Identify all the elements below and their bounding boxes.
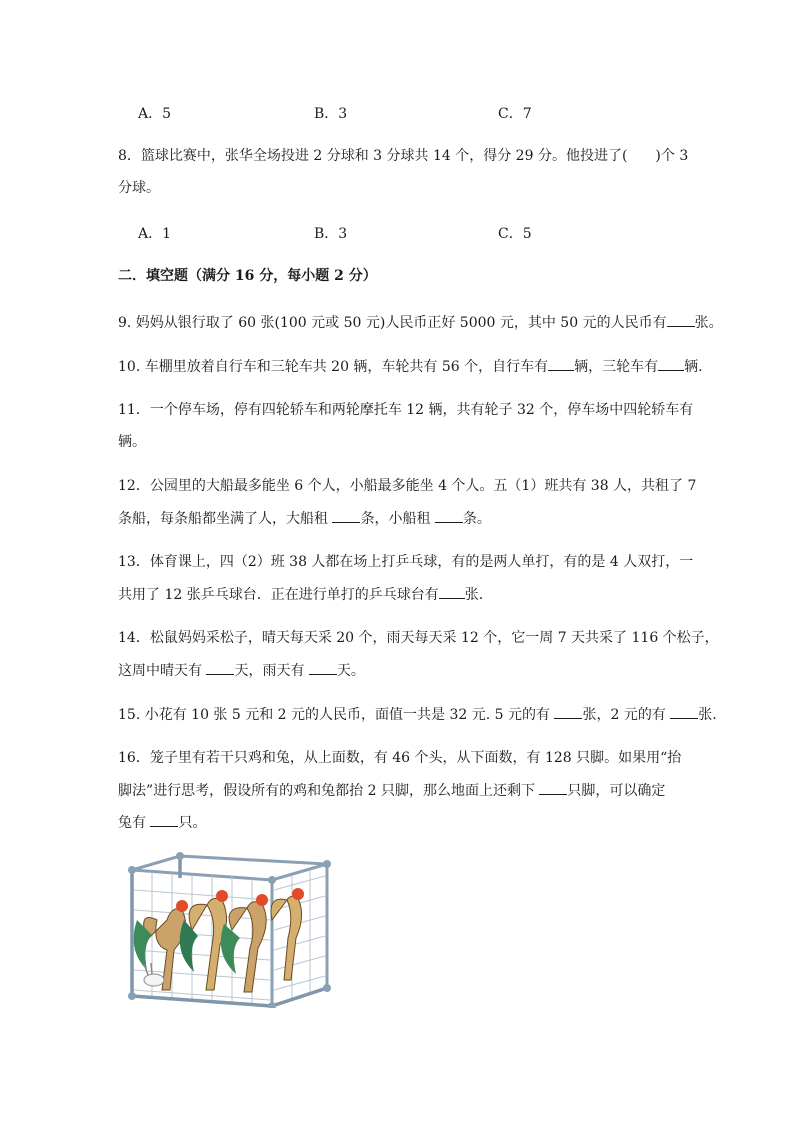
q9-text-b: 张。: [694, 315, 723, 331]
q14-text-a: 这周中晴天有: [118, 663, 207, 679]
q16-line1: 16．笼子里有若干只鸡和兔，从上面数，有 46 个头，从下面数，有 128 只脚。如果用“抬: [118, 750, 682, 766]
rabbit-icon: [144, 963, 164, 986]
q7-option-a: A．5: [138, 106, 172, 122]
q16-text-a: 脚法”进行思考，假设所有的鸡和兔都抬 2 只脚，那么地面上还剩下: [118, 783, 540, 799]
question-10: [118, 356, 703, 377]
q16-text-b: 只脚，可以确定: [567, 783, 666, 799]
chicken-rabbit-cage-illustration: [122, 850, 334, 1008]
question-9: [118, 312, 723, 333]
q12-text-b: 条，小船租: [360, 511, 435, 527]
q10-blank-1[interactable]: [548, 356, 574, 371]
q7-option-c: C．7: [498, 106, 532, 122]
q16-blank-1[interactable]: [539, 780, 567, 795]
q15-text-a: 15. 小花有 10 张 5 元和 2 元的人民币，面值一共是 32 元. 5 元的有: [118, 707, 555, 723]
q9-blank[interactable]: [667, 312, 695, 327]
q13-text-b: 张.: [464, 587, 484, 603]
q14-text-c: 天。: [336, 663, 365, 679]
q10-blank-2[interactable]: [658, 356, 684, 371]
q15-blank-1[interactable]: [554, 704, 582, 719]
q12-blank-2[interactable]: [435, 508, 463, 523]
q13-blank[interactable]: [439, 584, 465, 599]
q13-line2: [118, 584, 483, 605]
q10-text-b: 辆，三轮车有: [574, 359, 659, 375]
q9-text-a: 9. 妈妈从银行取了 60 张(100 元或 50 元)人民币正好 5000 元，其中 50 元的人民币有: [118, 315, 667, 331]
q10-text-a: 10. 车棚里放着自行车和三轮车共 20 辆，车轮共有 56 个，自行车有: [118, 359, 549, 375]
q12-text-c: 条。: [462, 511, 491, 527]
q14-text-b: 天，雨天有: [234, 663, 309, 679]
q14-line2: [118, 660, 365, 681]
section-title: 二．填空题（满分 16 分，每小题 2 分）: [118, 268, 377, 284]
q8-option-b: B．3: [314, 226, 348, 242]
q8-line1: 8．篮球比赛中，张华全场投进 2 分球和 3 分球共 14 个，得分 29 分。他投进了( )个 3: [118, 148, 689, 164]
q15-blank-2[interactable]: [670, 704, 698, 719]
q12-blank-1[interactable]: [332, 508, 360, 523]
q8-option-c: C．5: [498, 226, 532, 242]
q14-line1: 14．松鼠妈妈采松子，晴天每天采 20 个，雨天每天采 12 个，它一周 7 天共采了 116 个松子，: [118, 630, 719, 646]
q16-line3: [118, 812, 206, 833]
q14-blank-2[interactable]: [309, 660, 337, 675]
q11-line1: 11．一个停车场，停有四轮轿车和两轮摩托车 12 辆，共有轮子 32 个，停车场中四轮轿车有: [118, 402, 694, 418]
q13-text-a: 共用了 12 张乒乓球台．正在进行单打的乒乓球台有: [118, 587, 439, 603]
q12-line2: [118, 508, 491, 529]
q8-option-a: A．1: [138, 226, 172, 242]
q7-option-b: B．3: [314, 106, 348, 122]
q14-blank-1[interactable]: [206, 660, 234, 675]
q15-text-b: 张，2 元的有: [582, 707, 671, 723]
q16-text-d: 只。: [178, 815, 207, 831]
question-15: [118, 704, 717, 725]
q12-line1: 12．公园里的大船最多能坐 6 个人，小船最多能坐 4 个人。五（1）班共有 38 人，共租了 7: [118, 478, 697, 494]
q12-text-a: 条船，每条船都坐满了人，大船租: [118, 511, 333, 527]
q8-line2: 分球。: [118, 180, 160, 196]
q10-text-c: 辆.: [684, 359, 703, 375]
q13-line1: 13．体育课上，四（2）班 38 人都在场上打乒乓球，有的是两人单打，有的是 4 人双打，一: [118, 554, 694, 570]
q11-line2: 辆。: [118, 434, 146, 450]
q16-line2: [118, 780, 665, 801]
rooster-icon: [271, 888, 304, 980]
q15-text-c: 张.: [698, 707, 717, 723]
q16-blank-2[interactable]: [150, 812, 178, 827]
q16-text-c: 兔有: [118, 815, 151, 831]
